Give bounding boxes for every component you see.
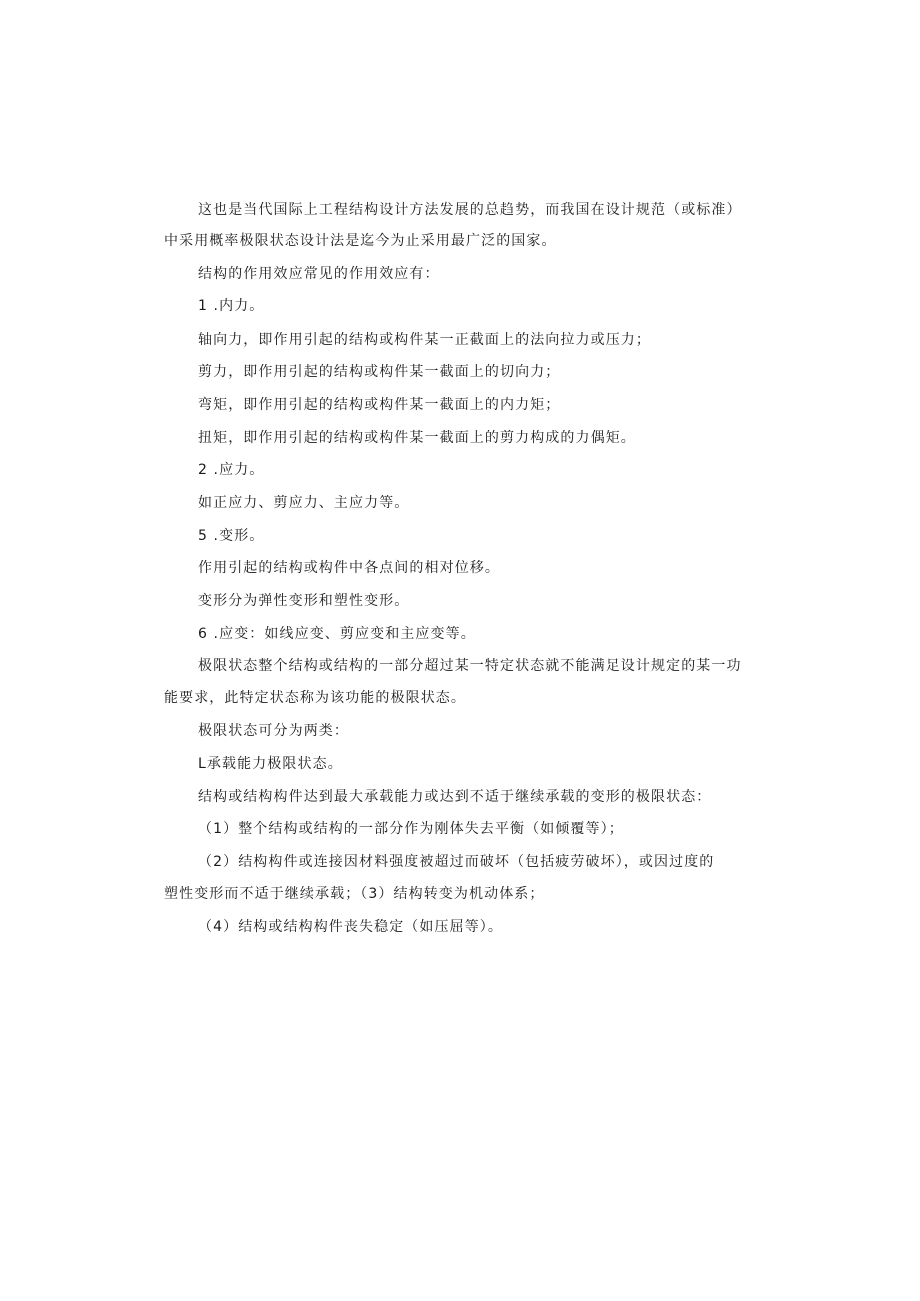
heading-stress: 2 .应力。 xyxy=(198,462,265,478)
paragraph-torque: 扭矩，即作用引起的结构或构件某一截面上的剪力构成的力偶矩。 xyxy=(198,430,636,446)
paragraph-shear-force: 剪力，即作用引起的结构或构件某一截面上的切向力； xyxy=(198,364,561,380)
paragraph-limit-state-categories: 极限状态可分为两类： xyxy=(198,723,349,739)
paragraph-trend: 这也是当代国际上工程结构设计方法发展的总趋势，而我国在设计规范（或标准） xyxy=(198,202,742,218)
paragraph-deformation-types: 变形分为弹性变形和塑性变形。 xyxy=(198,593,410,609)
list-item-1: （1）整个结构或结构的一部分作为刚体失去平衡（如倾覆等）； xyxy=(198,821,624,837)
paragraph-bending-moment: 弯矩，即作用引起的结构或构件某一截面上的内力矩； xyxy=(198,397,561,413)
paragraph-action-effects: 结构的作用效应常见的作用效应有： xyxy=(198,266,440,282)
heading-internal-force: 1 .内力。 xyxy=(198,298,265,314)
list-item-4: （4）结构或结构构件丧失稳定（如压屈等）。 xyxy=(198,919,504,935)
heading-deformation: 5 .变形。 xyxy=(198,528,265,544)
paragraph-deformation-def: 作用引起的结构或构件中各点间的相对位移。 xyxy=(198,560,500,576)
paragraph-trend-continued: 中采用概率极限状态设计法是迄今为止采用最广泛的国家。 xyxy=(164,233,557,249)
list-item-2-continued: 塑性变形而不适于继续承载；（3）结构转变为机动体系； xyxy=(164,886,545,902)
paragraph-limit-state-continued: 能要求，此特定状态称为该功能的极限状态。 xyxy=(164,690,466,706)
paragraph-stress-types: 如正应力、剪应力、主应力等。 xyxy=(198,495,410,511)
list-item-2: （2）结构构件或连接因材料强度被超过而破坏（包括疲劳破坏），或因过度的 xyxy=(198,854,715,870)
heading-strain: 6 .应变：如线应变、剪应变和主应变等。 xyxy=(198,626,476,642)
heading-bearing-capacity: L承载能力极限状态。 xyxy=(198,756,343,772)
paragraph-bearing-capacity-def: 结构或结构构件达到最大承载能力或达到不适于继续承载的变形的极限状态： xyxy=(198,789,712,805)
paragraph-limit-state: 极限状态整个结构或结构的一部分超过某一特定状态就不能满足设计规定的某一功 xyxy=(198,658,742,674)
paragraph-axial-force: 轴向力，即作用引起的结构或构件某一正截面上的法向拉力或压力； xyxy=(198,332,651,348)
